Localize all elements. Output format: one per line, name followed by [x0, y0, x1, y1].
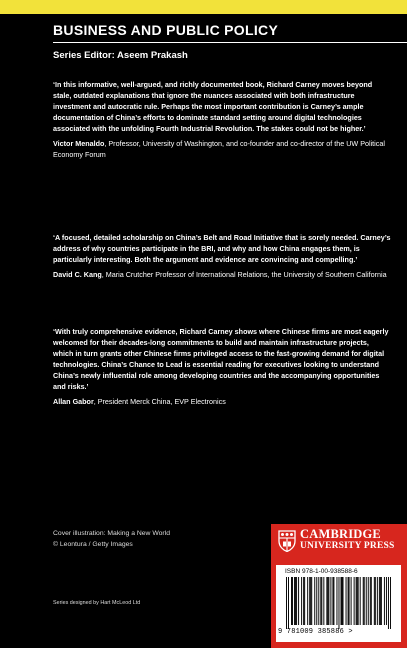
- endorsement-text: ‘A focused, detailed scholarship on China’s Belt and Road Initiative that is sorely needed. Carney’s address of why countries participate in the BRI, and why and how China engages them, is particularly interesting. Both the argument and evidence are convincing and compelling.’: [53, 233, 391, 264]
- endorser-role: , Professor, University of Washington, and co-founder and co-director of the UW Political Economy Forum: [53, 139, 385, 159]
- series-accent-bar: [0, 0, 407, 14]
- endorser-name: Allan Gabor: [53, 397, 94, 406]
- barcode-digits: 9 781009 385886 >: [278, 628, 353, 636]
- endorser-role: , President Merck China, EVP Electronics: [93, 397, 226, 406]
- endorser-name: Victor Menaldo: [53, 139, 105, 148]
- series-title-rule: [53, 42, 407, 43]
- isbn-barcode: [276, 565, 401, 642]
- endorsement-quote-3: [53, 326, 391, 407]
- endorser-role: , Maria Crutcher Professor of International Relations, the University of Southern California: [101, 270, 387, 279]
- endorsement-attribution: [53, 138, 391, 160]
- isbn-label: ISBN 978-1-00-938588-6: [285, 568, 358, 575]
- endorser-name: David C. Kang: [53, 270, 102, 279]
- cover-illustration-credit: Cover illustration: Making a New World: [53, 530, 170, 537]
- cover-image-copyright: © Leontura / Getty Images: [53, 541, 133, 548]
- series-designer-credit: Series designed by Hart McLeod Ltd: [53, 600, 141, 606]
- endorsement-quote-2: [53, 232, 391, 280]
- series-title: BUSINESS AND PUBLIC POLICY: [53, 22, 279, 38]
- endorsement-text: ‘In this informative, well-argued, and richly documented book, Richard Carney moves beyond stale, outdated explanations that ignore the nuances associated with both infrastructure investment and autocratic rule. Perhaps the most important contribution is Carney’s ample documentation of China’s efforts to dominate standard setting around digital technologies associated with the unfolding Fourth Industrial Revolution. The stakes could not be higher.’: [53, 80, 373, 133]
- endorsement-attribution: [53, 269, 391, 280]
- cambridge-crest-icon: [278, 530, 296, 552]
- barcode-bars: [286, 577, 391, 629]
- endorsement-attribution: [53, 396, 391, 407]
- publisher-name: CAMBRIDGE: [300, 527, 381, 541]
- endorsement-text: ‘With truly comprehensive evidence, Richard Carney shows where Chinese firms are most eagerly welcomed for their decades-long commitments to build and maintain infrastructure projects, which in turn grants other Chinese firms privileged access to the fast-growing demand for digital technologies. China’s Chance to Lead is essential reading for executives looking to understand China’s newly influential role among developing countries and the accompanying opportunities and risks.’: [53, 327, 389, 391]
- publisher-block: [271, 524, 407, 648]
- publisher-press: UNIVERSITY PRESS: [300, 541, 395, 551]
- endorsement-quote-1: [53, 79, 391, 160]
- series-editor: Series Editor: Aseem Prakash: [53, 50, 188, 61]
